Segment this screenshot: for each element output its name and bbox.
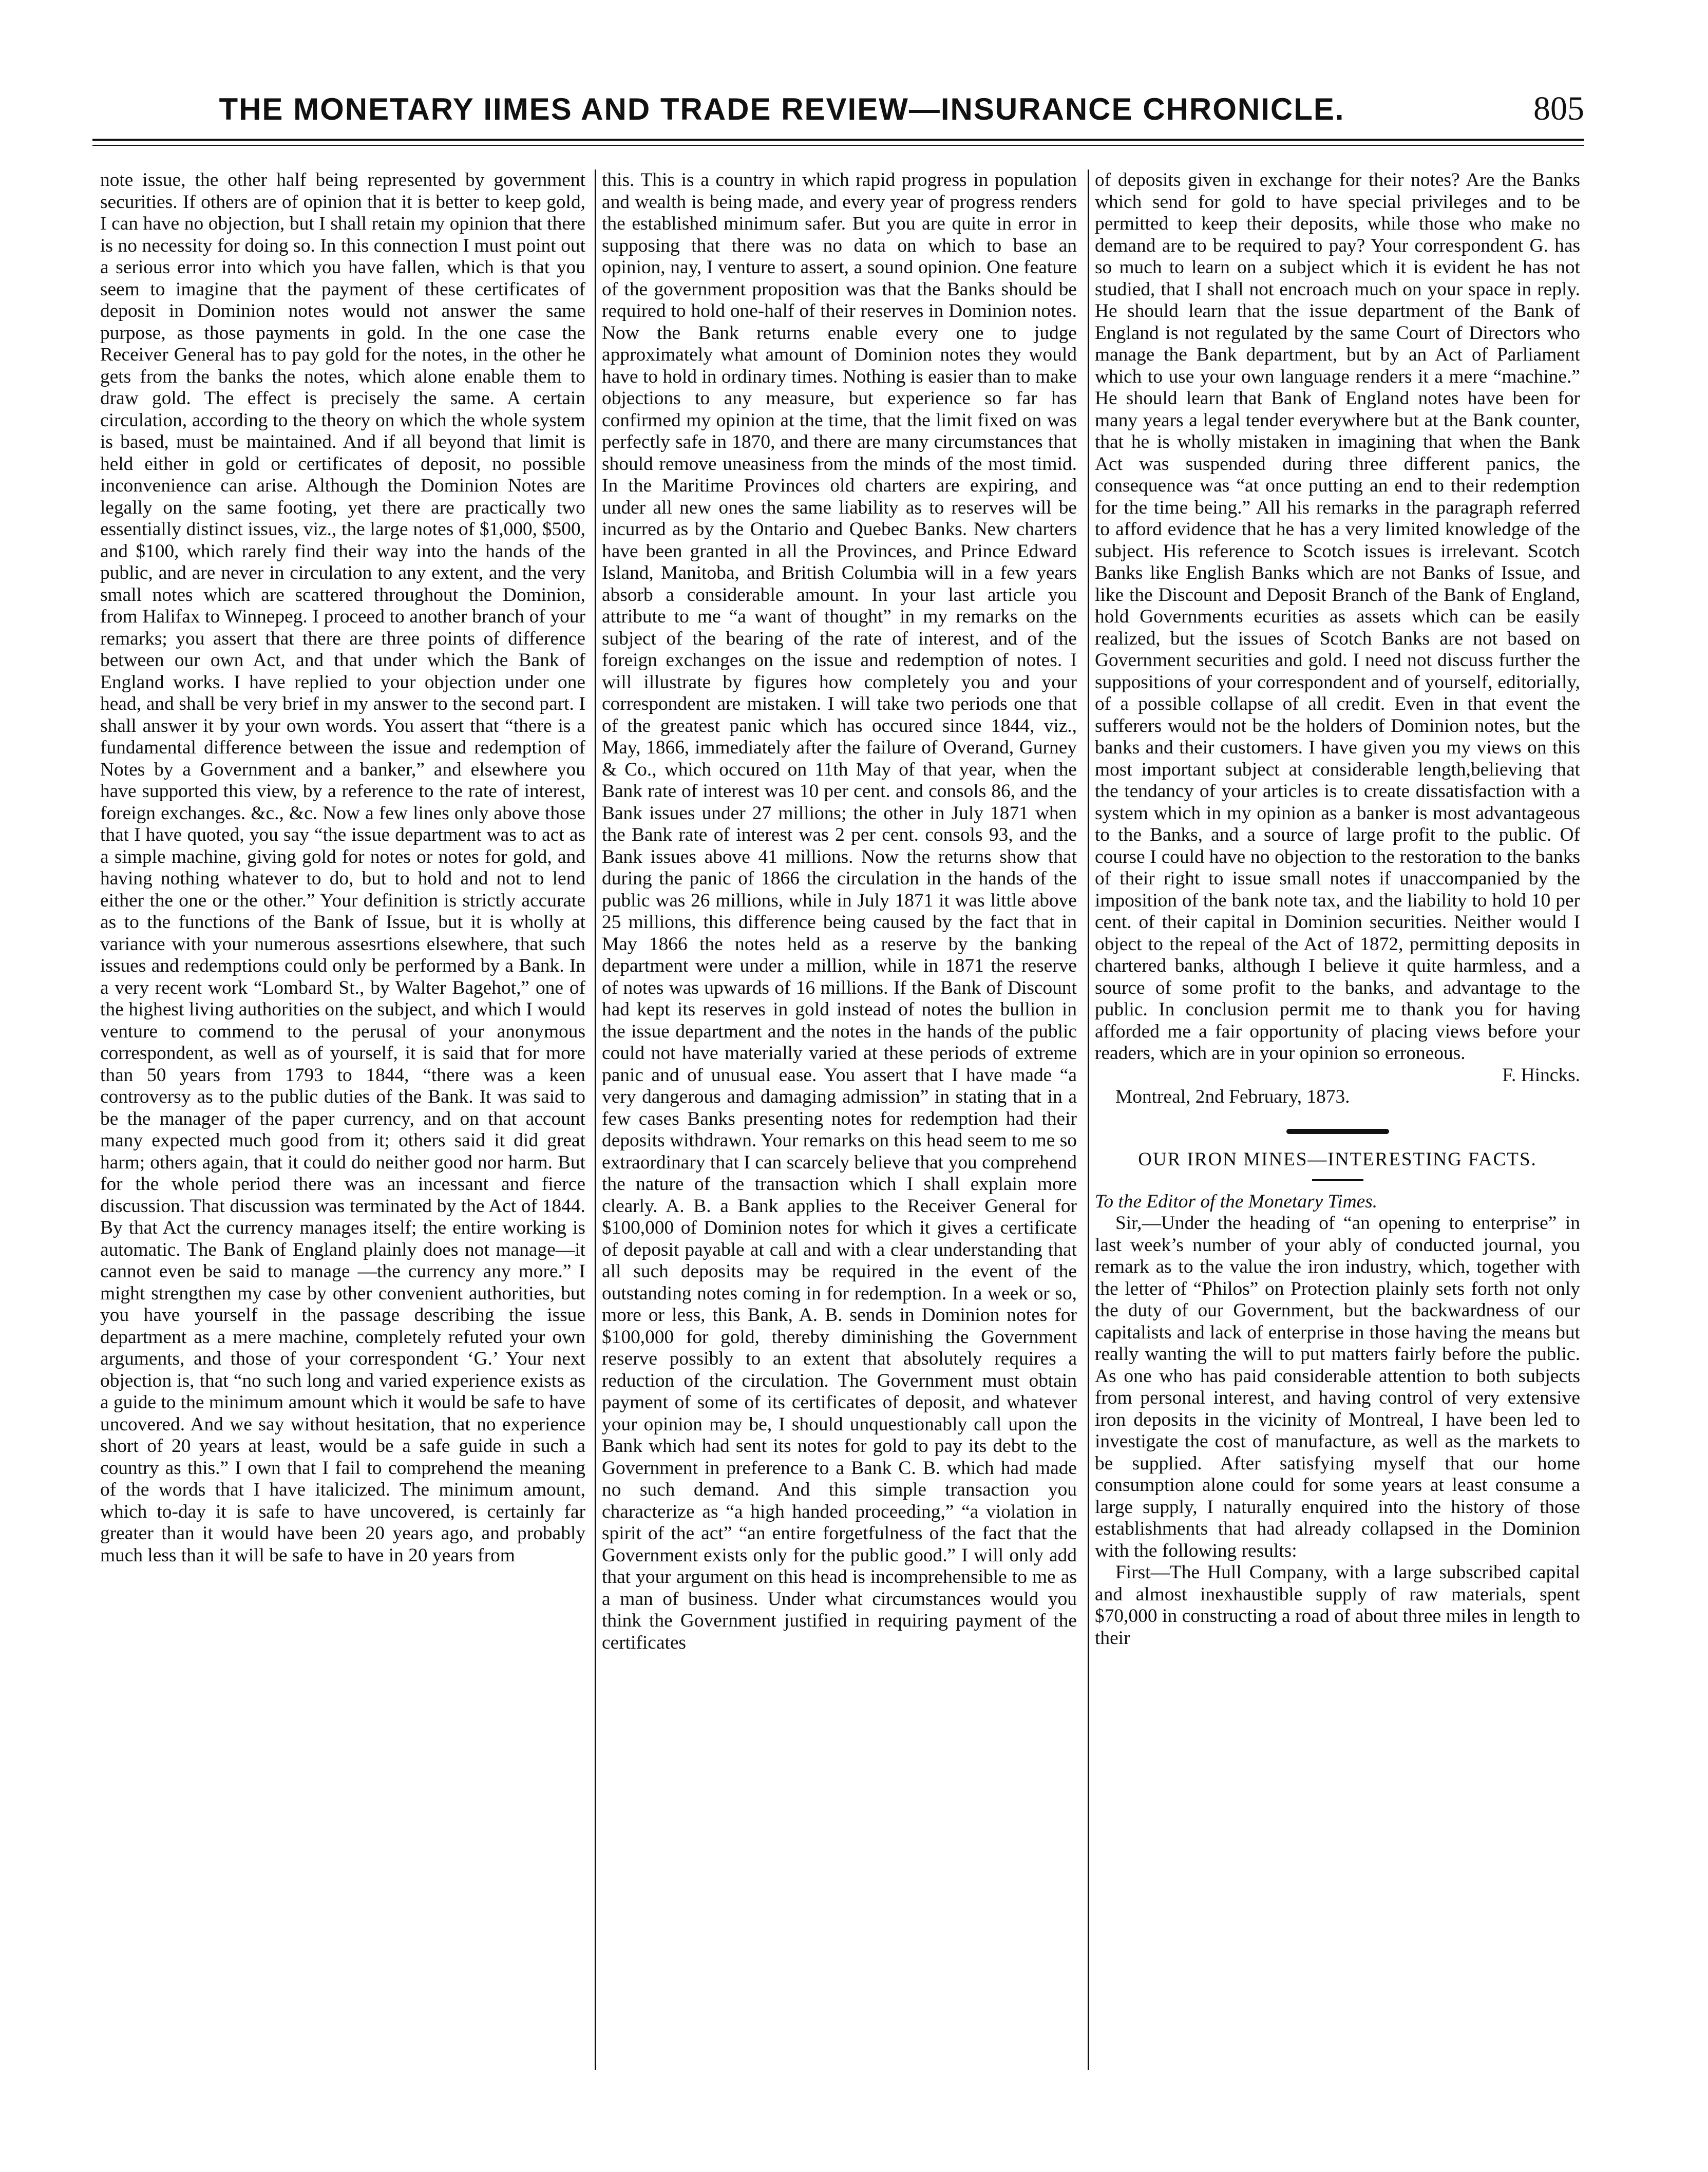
body-paragraph: note issue, the other half being represented by government securities. If others are of opinion that it is better to keep gold, I can have no objection, but I shall retain my opinion that there is no necessity for doing so. In this connection I must point out a serious error into which you have fallen, which is that you seem to imagine that the payment of these certificates of deposit in Dominion notes would not answer the same purpose, as those payments in gold. In the one case the Receiver General has to pay gold for the notes, in the other he gets from the banks the notes, which alone enable them to draw gold. The effect is precisely the same. A certain circulation, according to the theory on which the whole system is based, must be maintained. And if all beyond that limit is held either in gold or certificates of deposit, no possible inconvenience can arise. Although the Dominion Notes are legally on the same footing, yet there are practically two essentially distinct issues, viz., the large notes of $1,000, $500, and $100, which rarely find their way into the hands of the public, and are never in circulation to any extent, and the very small notes which are scattered throughout the Dominion, from Halifax to Winnepeg. I proceed to another branch of your remarks; you assert that there are three points of difference between our own Act, and that under which the Bank of England works. I have replied to your objection under one head, and shall be very brief in my answer to the second part. I shall answer it by your own words. You assert that “there is a fundamental difference between the issue and redemption of Notes by a Government and a banker,” and elsewhere you have supported this view, by a reference to the rate of interest, foreign exchanges. &c., &c. Now a few lines only above those that I have quoted, you say “the issue department was to act as a simple machine, giving gold for notes or notes for gold, and having nothing whatever to do, but to hold and not to lend either the one or the other.” Your definition is strictly accurate as to the functions of the Bank of Issue, but it is wholly at variance with your numerous assesrtions elsewhere, that such issues and redemptions could only be performed by a Bank. In a very recent work “Lombard St., by Walter Bagehot,” one of the highest living authorities on the subject, and which I would venture to commend to the perusal of your anonymous correspondent, as well as of yourself, it is said that for more than 50 years from 1793 to 1844, “there was a keen controversy as to the public duties of the Bank. It was said to be the manager of the paper currency, and on that account many expected much good from it; others said it did great harm; others again, that it could do neither good nor harm. But for the whole period there was an incessant and fierce discussion. That discussion was terminated by the Act of 1844. By that Act the currency manages itself; the entire working is automatic. The Bank of England plainly does not manage—it cannot even be said to manage —the currency any more.” I might strengthen my case by other convenient authorities, but you have yourself in the passage describing the issue department as a mere machine, completely refuted your own arguments, and those of your correspondent ‘G.’ Your next objection is, that “no such long and varied experience exists as a guide to the minimum amount which it would be safe to have uncovered. And we say without hesitation, that no experience short of 20 years at least, would be a safe guide in such a country as this.” I own that I fail to comprehend the meaning of the words that I have italicized. The minimum amount, which to-day it is safe to have uncovered, is certainly far greater than it would have been 20 years ago, and probably much less than it will be safe to have in 20 years from	[100, 169, 585, 1566]
header-rule-thick	[92, 139, 1584, 141]
page-number: 805	[1533, 90, 1584, 127]
column-divider	[595, 169, 596, 2070]
body-paragraph: Sir,—Under the heading of “an opening to enterprise” in last week’s number of your ably of conducted journal, you remark as to the value the iron industry, which, together with the letter of “Philos” on Protection plainly sets forth not only the duty of our Government, but the backwardness of our capitalists and lack of enterprise in those having the means but really wanting the will to put matters fairly before the public. As one who has paid considerable attention to both subjects from personal interest, and having control of very extensive iron deposits in the vicinity of Montreal, I have been led to investigate the cost of manufacture, as well as the markets to be supplied. After satisfying myself that our home consumption alone could for some years at least consume a large supply, I naturally enquired into the history of those establishments that had already collapsed in the Dominion with the following results:	[1095, 1213, 1580, 1561]
body-paragraph: of deposits given in exchange for their notes? Are the Banks which send for gold to have special privileges and to be permitted to keep their deposits, while those who make no demand are to be required to pay? Your correspondent G. has so much to learn on a subject which it is evident he has not studied, that I shall not encroach much on your space in reply. He should learn that the issue department of the Bank of England is not regulated by the same Court of Directors who manage the Bank department, but by an Act of Parliament which to use your own language renders it a mere “machine.” He should learn that Bank of England notes have been for many years a legal tender everywhere but at the Bank counter, that he is wholly mistaken in imagining that when the Bank Act was suspended during three different panics, the consequence was “at once putting an end to their redemption for the time being.” All his remarks in the paragraph referred to afford evidence that he has a very limited knowledge of the subject. His reference to Scotch issues is irrelevant. Scotch Banks like English Banks which are not Banks of Issue, and like the Discount and Deposit Branch of the Bank of England, hold Governments ecurities as assets which can be easily realized, but the issues of Scotch Banks are not based on Government securities and gold. I need not discuss further the suppositions of your correspondent and of yourself, editorially, of a possible collapse of all credit. Even in that event the sufferers would not be the holders of Dominion notes, but the banks and their customers. I have given you my views on this most important subject at considerable length,believing that the tendancy of your articles is to create dissatisfaction with a system which in my opinion as a banker is most advantageous to the Banks, and a source of large profit to the public. Of course I could have no objection to the restoration to the banks of their right to issue small notes if unaccompanied by the imposition of the bank note tax, and the liability to hold 10 per cent. of their capital in Dominion securities. Neither would I object to the repeal of the Act of 1872, permitting deposits in chartered banks, although I believe it quite harmless, and a source of some profit to the banks, and advantage to the public. In conclusion permit me to thank you for having afforded me a fair opportunity of placing views before your readers, which are in your opinion so erroneous.	[1095, 169, 1580, 1064]
column-divider	[1088, 169, 1089, 2070]
article-heading: OUR IRON MINES—INTERESTING FACTS.	[1138, 1148, 1537, 1170]
letter-signature: F. Hincks.	[1502, 1064, 1580, 1086]
running-title: THE MONETARY IIMES AND TRADE REVIEW—INSURANCE CHRONICLE.	[219, 92, 1345, 126]
body-paragraph: First—The Hull Company, with a large subscribed capital and almost inexhaustible supply of raw materials, spent $70,000 in constructing a road of about three miles in length to their	[1095, 1562, 1580, 1649]
letter-dateline: Montreal, 2nd February, 1873.	[1115, 1086, 1350, 1107]
heading-rule	[1095, 1179, 1580, 1181]
letter-salutation: To the Editor of the Monetary Times.	[1095, 1191, 1378, 1212]
text-column-left	[100, 169, 585, 2085]
page-header	[92, 88, 1584, 129]
body-paragraph: this. This is a country in which rapid progress in population and wealth is being made, and every year of progress renders the established minimum safer. But you are quite in error in supposing that there was no data on which to base an opinion, nay, I venture to assert, a sound opinion. One feature of the government proposition was that the Banks should be required to hold one-half of their reserves in Dominion notes. Now the Bank returns enable every one to judge approximately what amount of Dominion notes they would have to hold in ordinary times. Nothing is easier than to make objections to any measure, but experience so far has confirmed my opinion at the time, that the limit fixed on was perfectly safe in 1870, and there are many circumstances that should remove uneasiness from the minds of the most timid. In the Maritime Provinces old charters are expiring, and under all new ones the same liability as to reserves will be incurred as by the Ontario and Quebec Banks. New charters have been granted in all the Provinces, and Prince Edward Island, Manitoba, and British Columbia will in a few years absorb a considerable amount. In your last article you attribute to me “a want of thought” in my remarks on the subject of the bearing of the rate of interest, and of the foreign exchanges on the issue and redemption of notes. I will illustrate by figures how completely you and your correspondent are mistaken. I will take two periods one that of the greatest panic which has occured since 1844, viz., May, 1866, immediately after the failure of Overand, Gurney & Co., which occured on 11th May of that year, when the Bank rate of interest was 10 per cent. and consols 86, and the Bank issues under 27 millions; the other in July 1871 when the Bank rate of interest was 2 per cent. consols 93, and the Bank issues above 41 millions. Now the returns show that during the panic of 1866 the circulation in the hands of the public was 26 millions, while in July 1871 it was little above 25 millions, this difference being caused by the fact that in May 1866 the notes held as a reserve by the banking department were under a million, while in 1871 the reserve of notes was upwards of 16 millions. If the Bank of Discount had kept its reserves in gold instead of notes the bullion in the issue department and the notes in the hands of the public could not have materially varied at these periods of extreme panic and of unusual ease. You assert that I have made “a very dangerous and damaging admission” in stating that in a few cases Banks presenting notes for redemption had their deposits withdrawn. Your remarks on this head seem to me so extraordinary that I can scarcely believe that you comprehend the nature of the transaction which I shall explain more clearly. A. B. a Bank applies to the Receiver General for $100,000 of Dominion notes for which it gives a certificate of deposit payable at call and with a clear understanding that all such deposits may be required in the event of the outstanding notes coming in for redemption. In a week or so, more or less, this Bank, A. B. sends in Dominion notes for $100,000 for gold, thereby diminishing the Government reserve possibly to an extent that absolutely requires a reduction of the circulation. The Government must obtain payment of some of its certificates of deposit, and whatever your opinion may be, I should unquestionably call upon the Bank which had sent its notes for gold to pay its debt to the Government in preference to a Bank C. B. which had made no such demand. And this simple transaction you characterize as “a high handed proceeding,” “a violation in spirit of the act” “an entire forgetfulness of the fact that the Government exists only for the public good.” I will only add that your argument on this head is incomprehensible to me as a man of business. Under what circumstances would you think the Government justified in requiring payment of the certificates	[602, 169, 1077, 1653]
section-divider-ornament	[1095, 1129, 1580, 1134]
header-rule-thin	[92, 145, 1584, 146]
text-column-right	[1095, 169, 1580, 2085]
text-column-middle	[602, 169, 1077, 2085]
